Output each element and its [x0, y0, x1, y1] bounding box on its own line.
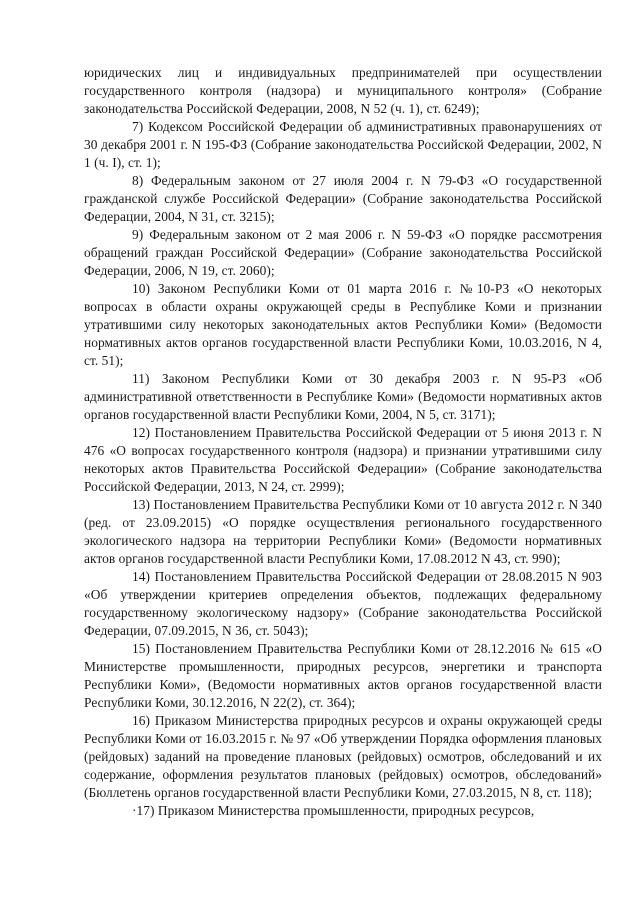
list-item-10: 10) Законом Республики Коми от 01 марта 2016 г. №10-РЗ «О некоторых вопросах в области охраны окружающей среды в Республике Коми и признании утратившими силу некоторых законодательных актов Республики Коми» (Ведомости нормативных актов органов государственной власти Республики Коми, 10.03.2016, N 4, ст. 51);	[84, 281, 602, 368]
list-item-14: 14) Постановлением Правительства Российской Федерации от 28.08.2015 N 903 «Об утверждении критериев определения объектов, подлежащих федеральному государственному экологическому надзору» (Собрание законодательства Российской Федерации, 07.09.2015, N 36, ст. 5043);	[84, 569, 602, 638]
list-item-17: ·17) Приказом Министерства промышленности, природных ресурсов,	[132, 803, 535, 818]
paragraph-continuation: юридических лиц и индивидуальных предпринимателей при осуществлении государственного контроля (надзора) и муниципального контроля» (Собрание законодательства Российской Федерации, 2008, N 52 (ч. 1), ст. 6249);	[84, 65, 602, 116]
list-item-7: 7) Кодексом Российской Федерации об административных правонарушениях от 30 декабря 2001 г. N 195-ФЗ (Собрание законодательства Российской Федерации, 2002, N 1 (ч. I), ст. 1);	[84, 119, 602, 170]
list-item-8: 8) Федеральным законом от 27 июля 2004 г. N 79-ФЗ «О государственной гражданской службе Российской Федерации» (Собрание законодательства Российской Федерации, 2004, N 31, ст. 3215);	[84, 173, 602, 224]
list-item-16: 16) Приказом Министерства природных ресурсов и охраны окружающей среды Республики Коми от 16.03.2015 г. № 97 «Об утверждении Порядка оформления плановых (рейдовых) заданий на проведение плановых (рейдовых) осмотров, обследований и их содержание, оформления результатов плановых (рейдовых) осмотров, обследований» (Бюллетень органов государственной власти Республики Коми, 27.03.2015, N 8, ст. 118);	[84, 713, 602, 800]
list-item-9: 9) Федеральным законом от 2 мая 2006 г. N 59-ФЗ «О порядке рассмотрения обращений граждан Российской Федерации» (Собрание законодательства Российской Федерации, 2006, N 19, ст. 2060);	[84, 227, 602, 278]
list-item-11: 11) Законом Республики Коми от 30 декабря 2003 г. N 95-РЗ «Об административной ответственности в Республике Коми» (Ведомости нормативных актов органов государственной власти Республики Коми, 2004, N 5, ст. 3171);	[84, 371, 602, 422]
list-item-12: 12) Постановлением Правительства Российской Федерации от 5 июня 2013 г. N 476 «О вопросах государственного контроля (надзора) и признании утратившими силу некоторых актов Правительства Российской Федерации» (Собрание законодательства Российской Федерации, 2013, N 24, ст. 2999);	[84, 425, 602, 494]
list-item-13: 13) Постановлением Правительства Республики Коми от 10 августа 2012 г. N 340 (ред. от 23.09.2015) «О порядке осуществления регионального государственного экологического надзора на территории Республики Коми» (Ведомости нормативных актов органов государственной власти Республики Коми, 17.08.2012 N 43, ст. 990);	[84, 497, 602, 566]
list-item-15: 15) Постановлением Правительства Республики Коми от 28.12.2016 № 615 «О Министерстве промышленности, природных ресурсов, энергетики и транспорта Республики Коми», (Ведомости нормативных актов органов государственной власти Республики Коми, 30.12.2016, N 22(2), ст. 364);	[84, 641, 602, 710]
